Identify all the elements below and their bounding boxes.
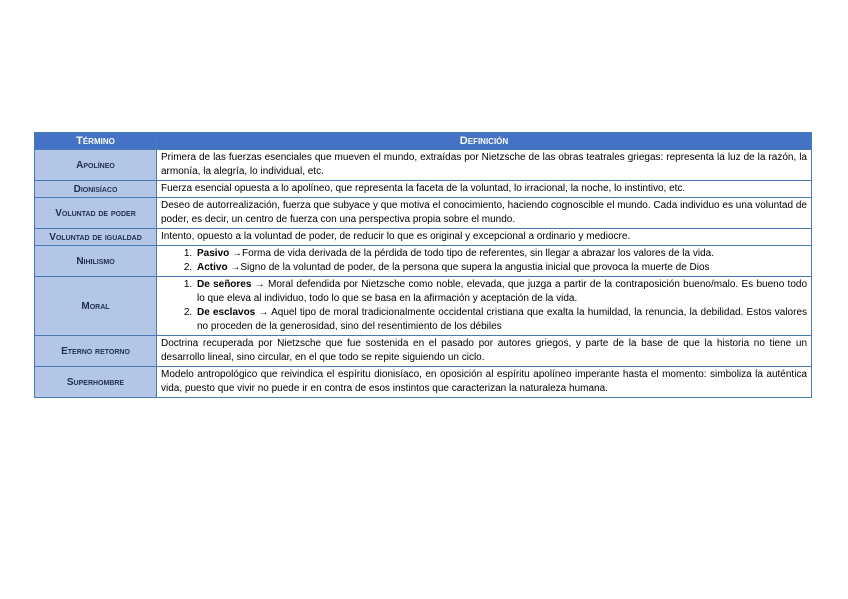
table-row — [35, 367, 812, 398]
definition-cell: Primera de las fuerzas esenciales que mueven el mundo, extraídas por Nietzsche de las obras teatrales griegas: representa la luz de la razón, la armonía, la alegría, lo individual, etc. — [157, 150, 812, 181]
definition-cell — [157, 277, 812, 336]
item-label: De esclavos — [197, 307, 256, 318]
item-label: Pasivo — [197, 248, 230, 259]
header-definition: Definición — [157, 133, 812, 150]
definition-cell: Doctrina recuperada por Nietzsche que fue sostenida en el pasado por autores griegos, y parte de la base de que la historia no tiene un desarrollo lineal, sino circular, en el que todo se repite siguiendo un ciclo. — [157, 336, 812, 367]
definition-cell: Modelo antropológico que reivindica el espíritu dionisíaco, en oposición al espíritu apolíneo imperante hasta el momento: simboliza la auténtica vida, puesto que vivir no puede ir en contra de esos instintos que caracterizan la naturaleza humana. — [157, 367, 812, 398]
term-cell: Voluntad de poder — [35, 198, 157, 229]
definition-cell — [157, 246, 812, 277]
list-item — [195, 306, 807, 334]
definition-list — [161, 278, 807, 334]
list-item — [195, 247, 807, 261]
table-row — [35, 336, 812, 367]
list-item — [195, 278, 807, 306]
list-item — [195, 261, 807, 275]
term-cell: Dionisíaco — [35, 181, 157, 198]
term-cell: Apolíneo — [35, 150, 157, 181]
arrow-icon: → — [254, 279, 265, 290]
header-term: Término — [35, 133, 157, 150]
term-cell: Nihilismo — [35, 246, 157, 277]
item-label: De señores — [197, 279, 252, 290]
term-cell: Moral — [35, 277, 157, 336]
table-row — [35, 198, 812, 229]
table-header-row — [35, 133, 812, 150]
arrow-icon: → — [232, 248, 243, 259]
item-text: Aquel tipo de moral tradicionalmente occidental cristiana que exalta la humildad, la renuncia, la debilidad. Estos valores no proceden de la generosidad, sino del resentimiento de los débiles — [197, 307, 808, 332]
table-row — [35, 229, 812, 246]
table-row — [35, 277, 812, 336]
table-row — [35, 150, 812, 181]
term-cell: Eterno retorno — [35, 336, 157, 367]
term-cell: Voluntad de igualdad — [35, 229, 157, 246]
table-row — [35, 246, 812, 277]
arrow-icon: → — [230, 262, 241, 273]
term-cell: Superhombre — [35, 367, 157, 398]
definition-list — [161, 247, 807, 275]
definition-cell: Fuerza esencial opuesta a lo apolíneo, que representa la faceta de la voluntad, lo irracional, la noche, lo instintivo, etc. — [157, 181, 812, 198]
definition-cell: Deseo de autorrealización, fuerza que subyace y que motiva el conocimiento, haciendo cognoscible el mundo. Cada individuo es una voluntad de poder, es decir, un centro de fuerza con una perspectiva propia sobre el mundo. — [157, 198, 812, 229]
glossary-table — [34, 132, 812, 398]
item-label: Activo — [197, 262, 228, 273]
item-text: Moral defendida por Nietzsche como noble, elevada, que juzga a partir de la contraposición bueno/malo. Es bueno todo lo que eleva al individuo, todo lo que se basa en la afirmación y aceptación de la vida. — [197, 279, 808, 304]
definition-cell: Intento, opuesto a la voluntad de poder, de reducir lo que es original y excepcional a ordinario y mediocre. — [157, 229, 812, 246]
arrow-icon: → — [258, 307, 269, 318]
item-text: Signo de la voluntad de poder, de la persona que supera la angustia inicial que provoca la muerte de Dios — [240, 262, 710, 273]
item-text: Forma de vida derivada de la pérdida de todo tipo de referentes, sin llegar a abrazar los valores de la vida. — [242, 248, 714, 259]
table-row — [35, 181, 812, 198]
